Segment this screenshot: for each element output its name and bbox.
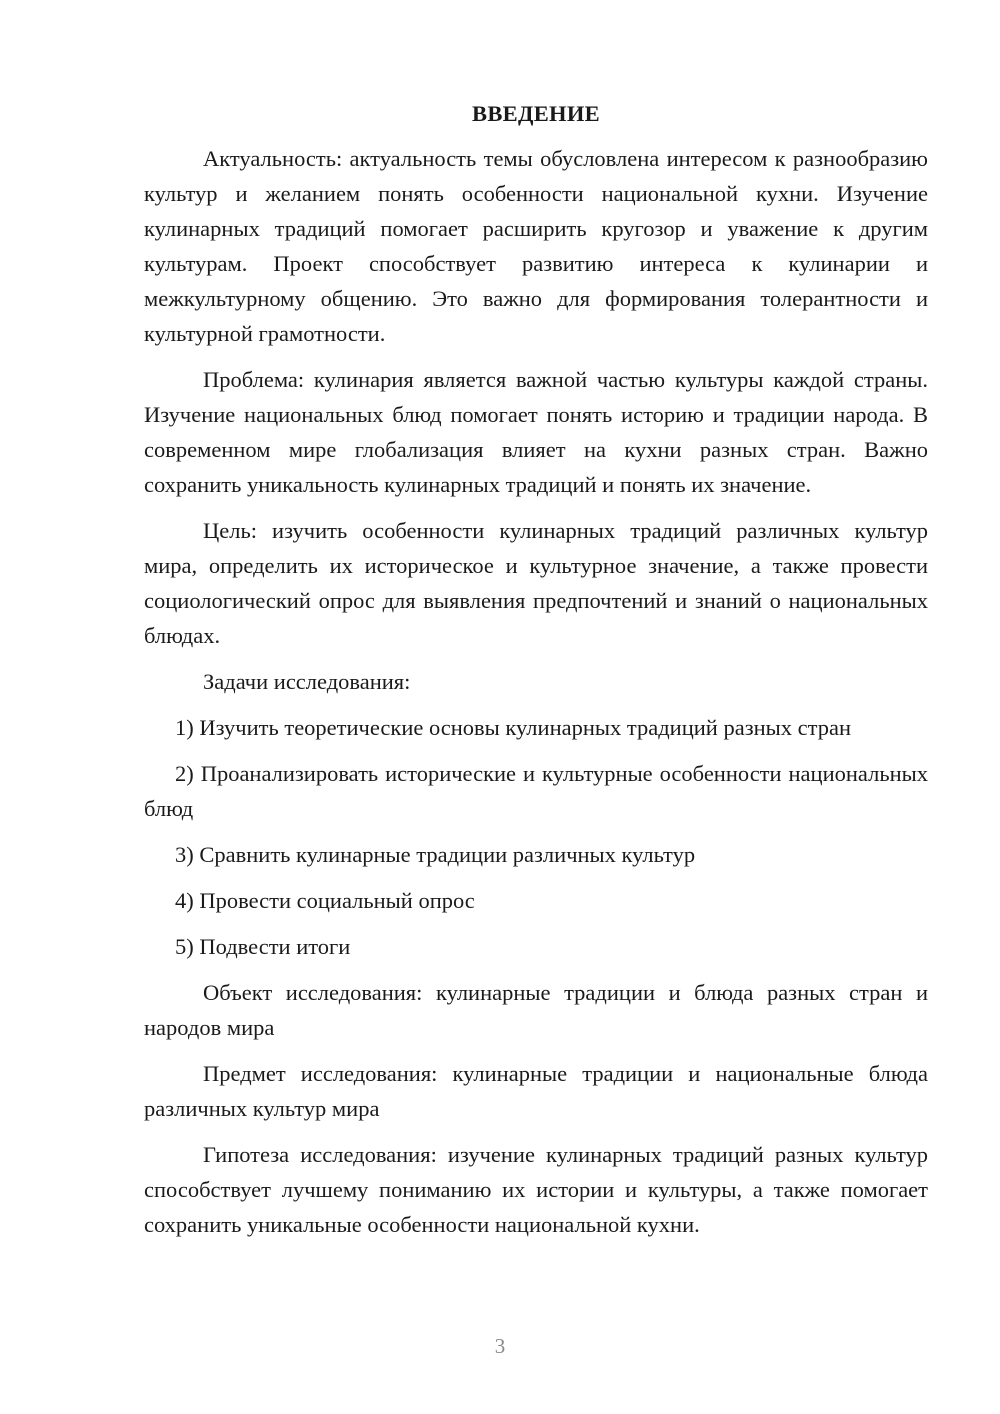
- task-item: 2) Проанализировать исторические и культурные особенности национальных блюд: [144, 761, 928, 821]
- task-item: 4) Провести социальный опрос: [175, 888, 475, 913]
- task-item: 1) Изучить теоретические основы кулинарных традиций разных стран: [175, 715, 851, 740]
- relevance-paragraph: Актуальность: актуальность темы обусловлена интересом к разнообразию культур и желанием понять особенности национальной кухни. Изучение кулинарных традиций помогает расширить кругозор и уважение к другим культурам. Проект способствует развитию интереса к кулинарии и межкультурному общению. Это важно для формирования толерантности и культурной грамотности.: [144, 146, 928, 346]
- page-title: ВВЕДЕНИЕ: [472, 101, 600, 126]
- problem-paragraph: Проблема: кулинария является важной частью культуры каждой страны. Изучение национальных блюд помогает понять историю и традиции народа. В современном мире глобализация влияет на кухни разных стран. Важно сохранить уникальность кулинарных традиций и понять их значение.: [144, 367, 928, 497]
- hypothesis-paragraph: Гипотеза исследования: изучение кулинарных традиций разных культур способствует лучшему пониманию их истории и культуры, а также помогает сохранить уникальные особенности национальной кухни.: [144, 1142, 928, 1237]
- page-number: 3: [494, 1334, 506, 1358]
- goal-paragraph: Цель: изучить особенности кулинарных традиций различных культур мира, определить их историческое и культурное значение, а также провести социологический опрос для выявления предпочтений и знаний о национальных блюдах.: [144, 518, 928, 648]
- task-item: 5) Подвести итоги: [175, 934, 351, 959]
- object-paragraph: Объект исследования: кулинарные традиции и блюда разных стран и народов мира: [144, 980, 928, 1040]
- tasks-heading: Задачи исследования:: [203, 669, 411, 694]
- task-item: 3) Сравнить кулинарные традиции различных культур: [175, 842, 696, 867]
- subject-paragraph: Предмет исследования: кулинарные традиции и национальные блюда различных культур мира: [144, 1061, 928, 1121]
- tasks-list: [144, 710, 928, 964]
- document-page: [144, 96, 928, 1253]
